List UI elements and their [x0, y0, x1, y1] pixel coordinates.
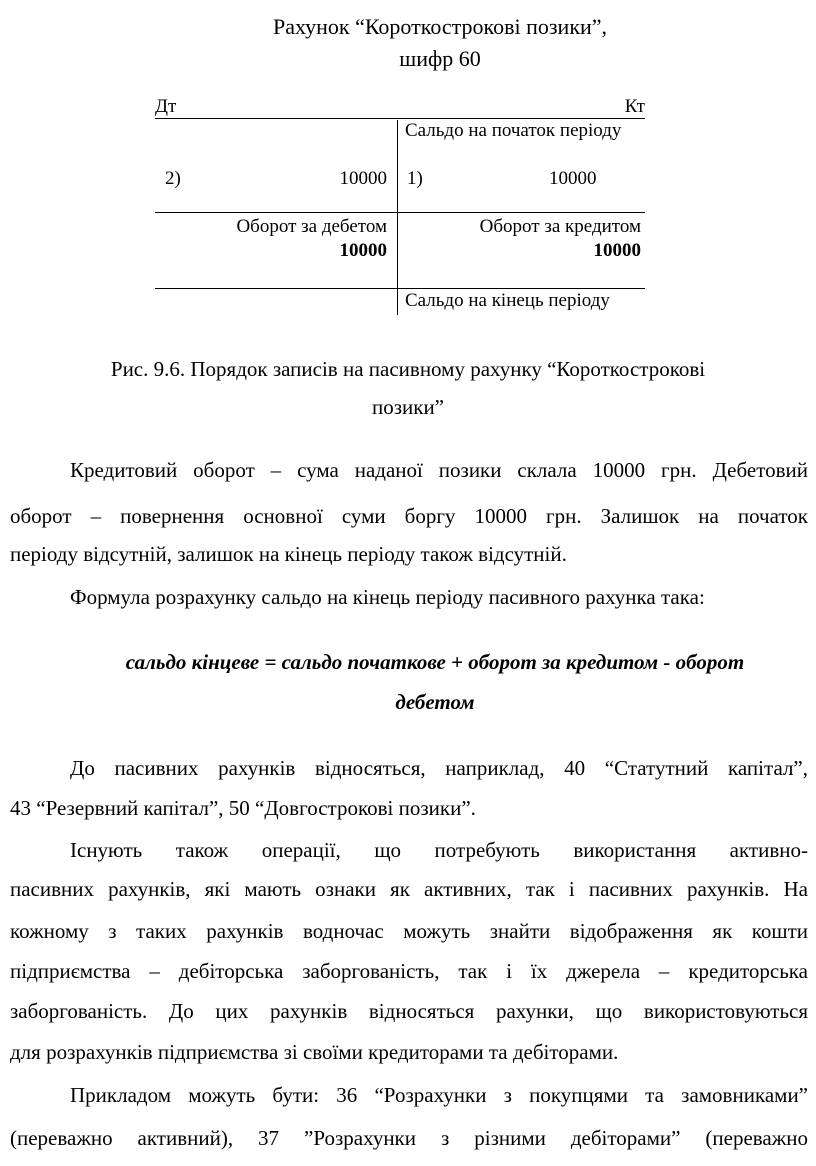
paragraph-4-line-3: кожному з таких рахунків водночас можуть знайти відображення як кошти: [10, 919, 808, 943]
t-account-top-line: [155, 118, 645, 119]
paragraph-1-line-2: оборот – повернення основної суми боргу 10000 грн. Залишок на початок: [10, 504, 808, 528]
debit-label: Дт: [155, 96, 177, 117]
account-code: шифр 60: [399, 46, 481, 71]
formula-line-2: дебетом: [395, 690, 475, 714]
debit-entry-number: 2): [165, 168, 181, 189]
paragraph-2: Формула розрахунку сальдо на кінець періоду пасивного рахунка така:: [70, 585, 705, 609]
paragraph-4-line-5: заборгованість. До цих рахунків відносяться рахунки, що використовуються: [10, 999, 808, 1023]
paragraph-4-line-2: пасивних рахунків, які мають ознаки як активних, так і пасивних рахунків. На: [10, 877, 808, 901]
debit-entry-amount: 10000: [339, 168, 387, 189]
credit-entry-amount: 10000: [549, 168, 597, 189]
credit-label: Кт: [624, 96, 645, 117]
t-account-divider: [397, 120, 398, 315]
opening-balance-label: Сальдо на початок періоду: [405, 120, 622, 141]
debit-turnover-value: 10000: [339, 240, 387, 261]
turnover-separator-line: [155, 212, 645, 213]
t-account-diagram: [155, 90, 645, 315]
formula-line-1: сальдо кінцеве = сальдо початкове + оборот за кредитом - оборот: [125, 650, 745, 674]
closing-separator-line: [155, 288, 645, 289]
paragraph-4-line-4: підприємства – дебіторська заборгованість, так і їх джерела – кредиторська: [10, 959, 808, 983]
paragraph-1-line-1: Кредитовий оборот – сума наданої позики склала 10000 грн. Дебетовий: [70, 458, 808, 482]
paragraph-4-line-1: Існують також операції, що потребують використання активно-: [70, 838, 808, 862]
paragraph-5-line-1: Прикладом можуть бути: 36 “Розрахунки з покупцями та замовниками”: [70, 1083, 808, 1107]
credit-entry-number: 1): [407, 168, 423, 189]
figure-caption-line1: Рис. 9.6. Порядок записів на пасивному рахунку “Короткострокові: [110, 357, 706, 381]
credit-turnover-value: 10000: [593, 240, 641, 261]
paragraph-3-line-2: 43 “Резервний капітал”, 50 “Довгострокові позики”.: [10, 796, 476, 820]
figure-caption-line2: позики”: [371, 395, 445, 419]
paragraph-4-line-6: для розрахунків підприємства зі своїми кредиторами та дебіторами.: [10, 1040, 619, 1064]
account-title: Рахунок “Короткострокові позики”,: [272, 14, 608, 39]
paragraph-3-line-1: До пасивних рахунків відносяться, наприклад, 40 “Статутний капітал”,: [70, 756, 808, 780]
closing-balance-label: Сальдо на кінець періоду: [405, 290, 610, 311]
paragraph-1-line-3: періоду відсутній, залишок на кінець періоду також відсутній.: [10, 542, 567, 566]
credit-turnover-label: Оборот за кредитом: [479, 216, 641, 237]
debit-turnover-label: Оборот за дебетом: [236, 216, 387, 237]
paragraph-5-line-2: (переважно активний), 37 ”Розрахунки з різними дебіторами” (переважно: [10, 1126, 808, 1150]
